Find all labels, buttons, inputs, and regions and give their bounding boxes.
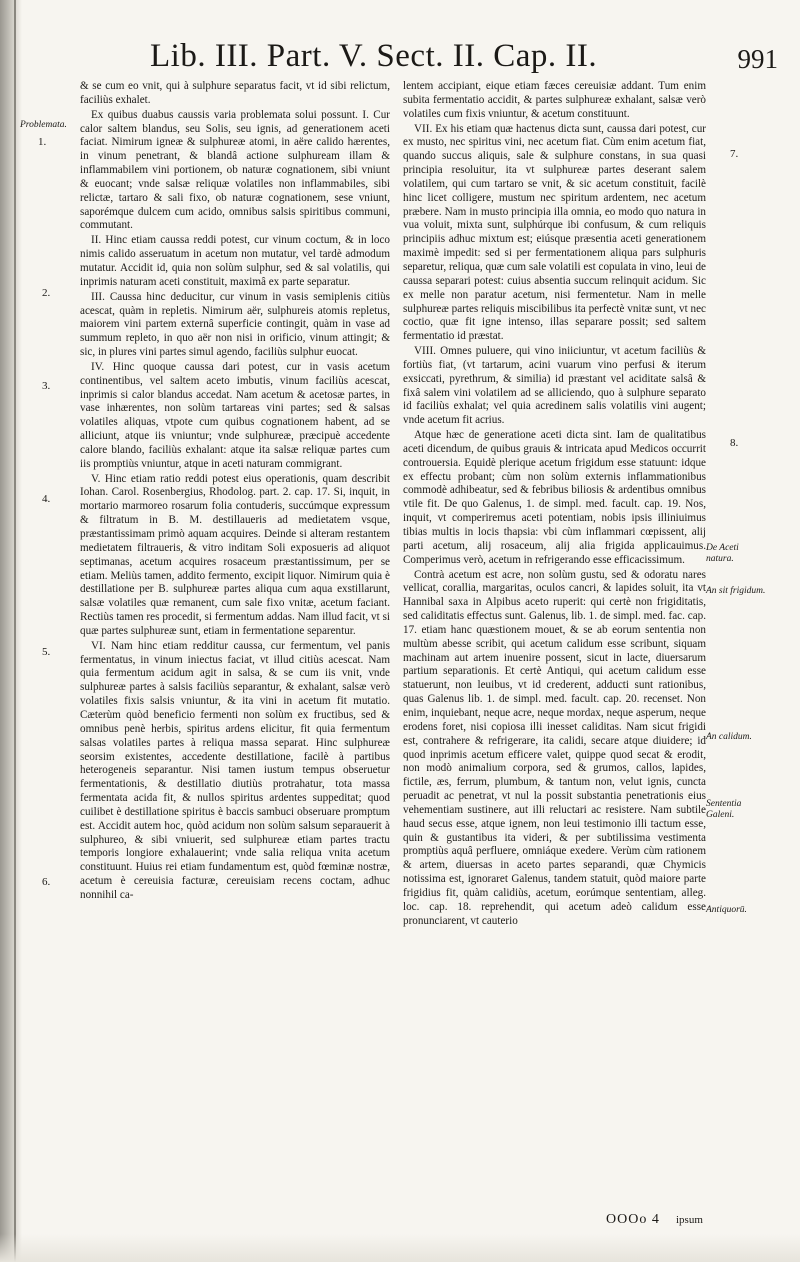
- paragraph: IV. Hinc quoque caussa dari potest, cur in vasis acetum continentibus, vel saltem aceto imbutis, vinum faciliùs acescat, inprimis si calor blandus accedat. Nam acetum & acetosæ partes, in vase inhærentes, non solùm tartareas vini partes; sed & salsas volatiles aliquas, vtpote cum quibus cognationem habent, ad se alliciunt, atque iis vniuntur; vnde sulphureæ, præcipuè accedente calore blando, faciliùs exhalant: atque ita salsæ reliquæ partes cum iis promptiùs vniuntur, atque in aceti naturam commigrant.: [80, 360, 390, 470]
- catchword: ipsum: [676, 1214, 703, 1226]
- margin-number: 7.: [730, 148, 739, 160]
- gutter-shadow: [0, 0, 22, 1262]
- paragraph: VI. Nam hinc etiam redditur caussa, cur fermentum, vel panis fermentatus, in vinum iniectus faciat, vt illud citiùs acescat. Nam quia fermentum acidum agit in salsa, & se cum iis vnit, vnde sulphureæ partes à salsis faciliùs separantur, & exhalant, salsæ verò volatiles fixis salsis vniuntur, & ita vini in acetum fit mutatio. Cæterùm quòd beneficio fermenti non solùm ex fructibus, sed & omnibus penè herbis, spiritus ardens elicitur, fit quia fermentum salsas volatiles partes à reliqua massa separat. Hinc sulphureæ seorsim existentes, accedente destillatione, facilè à partibus heterogeneis separantur. Nisi tamen iustum tempus obseruetur fermentationis, & destillatio diutiùs protrahatur, tota massa fermentata acida fit, & nullos spiritus ardentes suppeditat; quod cuilibet è destillatione spiritus è baccis sambuci obseruare promptum est. Accidit autem hoc, quòd acidum non solùm salsum separauerit à sulphureo, & sibi vniuerit, sed sulphureæ etiam partes tractu temporis longiore exhalauerint; vnde salia reliqua vnita acetum constituunt. Huius rei etiam fundamentum est, quòd fœminæ nostræ, acetum è cereuisia facturæ, cereuisiam recens coctam, adhuc nonnihil ca-: [80, 639, 390, 901]
- paragraph: VIII. Omnes puluere, qui vino iniiciuntur, vt acetum faciliùs & fortiùs fiat, (vt tartarum, acini vuarum vino perfusi & iterum exsiccati, pyrethrum, & similia) id præstant vel aciditate salsâ & fixâ salem vini volatilem ad se alliciendo, quo à sulphure separato id faciliùs exhalat; vel quia acredinem salis volatilis vini augent; vnde acetum fit acrius.: [403, 345, 706, 427]
- left-column: [80, 80, 390, 1210]
- paragraph: Ex quibus duabus caussis varia problemata solui possunt. I. Cur calor saltem blandus, seu Solis, seu ignis, ad generationem aceti faciat. Nimirum igneæ & sulphureæ atomi, in aëre calido hærentes, in vinum penetrant, & blandâ actione sulphuream illam & inflammabilem vini portionem, ob naturæ cognationem, sibi vniunt & euocant; vnde salsæ reliquæ volatiles non inflammabiles, sibi relictæ, tartaro & sali fixo, ob naturæ cognationem, sese vniunt, saporémque dulcem cum acido, omnibus salsis spiritibus communi, commutant.: [80, 108, 390, 232]
- paragraph: II. Hinc etiam caussa reddi potest, cur vinum coctum, & in loco nimis calido asseruatum in acetum non mutatur, vel tardè admodum mutatur. Accidit id, quia non solùm sulphur, sed & sal volatilis, qui inprimis naturam aceti constituit, maximâ ex parte separatur.: [80, 234, 390, 288]
- margin-note-an-calidum: An calidum.: [706, 732, 752, 742]
- paragraph: & se cum eo vnit, qui à sulphure separatus facit, vt id sibi relictum, faciliùs exhalet.: [80, 80, 390, 106]
- right-column: [403, 80, 706, 1210]
- paragraph: VII. Ex his etiam quæ hactenus dicta sunt, caussa dari potest, cur ex musto, nec spiritus vini, nec acetum fiat. Cùm enim acetum fiat, quando succus aliquis, sale & sulphure constans, in sua quasi principia resoluitur, ita vt sulphureæ partes deserant salem volatilem, qui cum tartaro se vnit, & sic acetum constituit, facilè hinc licet colligere, mustum nec spiritum ardentem, nec acetum præbere. Nam in musto principia illa omnia, eo modo quo natura in vua voluit, mixta sunt, sulphúrque ibi confusum, & cum reliquis principiis adhuc mixtum est; eiúsque præsentia aceti generationem maximè impedit: sed si per fermentationem aliqua pars sulphuris separetur, reliqua, quæ cum sale volatili est copulata in vino, leui de caussa separari potest: cuius absentia succum relinquit acidum. Sic ex melle non paratur acetum, nisi fermentetur. Nam in melle sulphureæ partes reliquis miscibilibus ita perfectè vnitæ sunt, vt nec coctio, quæ fit igne intenso, illas separare possit; sed saltem fermentatio id præstat.: [403, 122, 706, 343]
- page-header: [150, 38, 790, 82]
- margin-note-antiquorum: Antiquorū.: [706, 905, 747, 915]
- margin-number: 4.: [42, 493, 51, 505]
- margin-number: 3.: [42, 380, 51, 392]
- margin-number: 5.: [42, 646, 51, 658]
- page-bottom-shadow: [0, 1234, 800, 1262]
- paragraph: lentem accipiant, eique etiam fæces cereuisiæ addant. Tum enim subita fermentatio accidit, & partes sulphureæ exhalant, salsæ verò volatiles cum fixis vniuntur, & acetum constituunt.: [403, 80, 706, 120]
- margin-number: 8.: [730, 437, 739, 449]
- page-edge: [14, 0, 16, 1262]
- paragraph: III. Caussa hinc deducitur, cur vinum in vasis semiplenis citiùs acescat, quàm in repletis. Nimirum aër, sulphureis atomis repletus, maiorem vini partem externâ superficie contingit, quàm in vase ad summum repleto, in quo aër non nisi in orificio, vinum attingit; & sic, in plures vini partes simul agendo, faciliùs sulphur euocat.: [80, 290, 390, 359]
- paragraph: Contrà acetum est acre, non solùm gustu, sed & odoratu nares vellicat, corallia, margaritas, oculos cancri, & lapides soluit, ita vt Hannibal saxa in Alpibus aceto ruperit: qui certè non frigiditatis, sed caliditatis effectus sunt. Galenus, lib. 1. de simpl. med. fac. cap. 17. etiam hanc quæstionem mouet, & se ab eorum sententia non multùm abesse scribit, qui acetum calidum esse scribunt, siquam machinam aut artem inuenire possent, sicut in lacte, diuersarum partium separationis. Et certè Antiqui, qui acetum calidum esse statuerunt, non leuibus, vt id crederent, adducti sunt rationibus, quas Galenus lib. 1. de simpl. med. facult. cap. 20. recenset. Non enim, inquiebant, neque acre, neque mordax, neque asperum, neque erodens foret, nisi copiosa illi inesset caliditas. Nam sicut frigidi est, contrahere & refrigerare, ita calidi, secare atque diuidere; id quod inprimis acetum efficere valet, quippe quod secat & erodit, non modò animalium corpora, sed & grumos, callos, lapides, fictile, æs, ferrum, plumbum, & tantum non, velut ignis, cuncta peruadit ac penetrat, vt nul la possit substantia penetrationis eius vehementiam sustinere, aut illi reluctari ac resistere. Nam subtile haud secus esse, atque ignem, non leui testimonio illi tactum esse, quin & gustantibus ita videri, & per subtilissima vestimenta promptiùs aquâ perfluere, omniáque exedere. Verùm cùm rationem & artem, diuersas in aceto partes separandi, quæ Chymicis notissima est, ignoraret Galenus, tandem statuit, quòd maiore parte frigidius fit, quàm calidiùs, acetum, eorúmque sententiam, alleg. loc. cap. 18. reprehendit, qui acetum adeò calidum esse pronunciarent, vt cauterio: [403, 568, 706, 927]
- margin-number: 6.: [42, 876, 51, 888]
- page-number: 991: [737, 44, 778, 74]
- margin-note-an-sit-frigidum: An sit frigidum.: [706, 586, 766, 596]
- signature-mark: OOOo 4: [606, 1212, 660, 1227]
- running-head: Lib. III. Part. V. Sect. II. Cap. II.: [150, 38, 598, 74]
- margin-number: 2.: [42, 287, 51, 299]
- margin-note-de-aceti-natura: De Aceti natura.: [706, 543, 739, 564]
- paragraph: Atque hæc de generatione aceti dicta sint. Iam de qualitatibus aceti dicendum, de quibus grauis & intricata apud Medicos occurrit controuersia. Equidè plerique acetum frigidum esse statuunt: idque ex effectu probant; cùm non solùm externis inflammationibus commodè adhibeatur, sed & febribus biliosis & ardentibus omnibus vtile fit. De quo Galenus, 1. de simpl. med. facult. cap. 19. Nos, inquit, vt comperiremus aceti potentiam, nobis ipsis illiniuimus tibias multis in locis thapsia: vbi cùm inflammari cœpissent, alij parti acetum, alij rosaceum, alij alia frigida applicauimus. Comperimus verò, acetum in refrigerando esse efficacissimum.: [403, 429, 706, 566]
- margin-note-sententia-galeni: Sententia Galeni.: [706, 799, 742, 820]
- margin-number: 1.: [38, 136, 47, 148]
- paragraph: V. Hinc etiam ratio reddi potest eius operationis, quam describit Iohan. Carol. Rosenbergius, Rhodolog. part. 2. cap. 17. Si, inquit, in mortario marmoreo rosarum folia contuderis, succúmque expressum & filtratum in B. M. destillaueris ad medietatem vsque, præstantissimam primò aquam acquires. Deinde si alteram restantem medietatem filtraueris, & vitro inditam Soli exposueris ad aliquot septimanas, acetum acquires rosaceum præstantissimum, per se etiam. Meliùs tamen, addito fermento, excipit liquor. Nimirum quia è destillatione per B. sulphureæ partes aliqua cum aqua exstillarunt, salsæ volatiles quæ remanent, cum sale fixo vnitæ, acetum faciant. Rectiùs tamen res procedit, si fermentum addas. Nam illud facit, vt si quæ partes sulphureæ sunt, etiam in fermentatione separentur.: [80, 472, 390, 637]
- margin-label-problemata: Problemata.: [20, 120, 67, 130]
